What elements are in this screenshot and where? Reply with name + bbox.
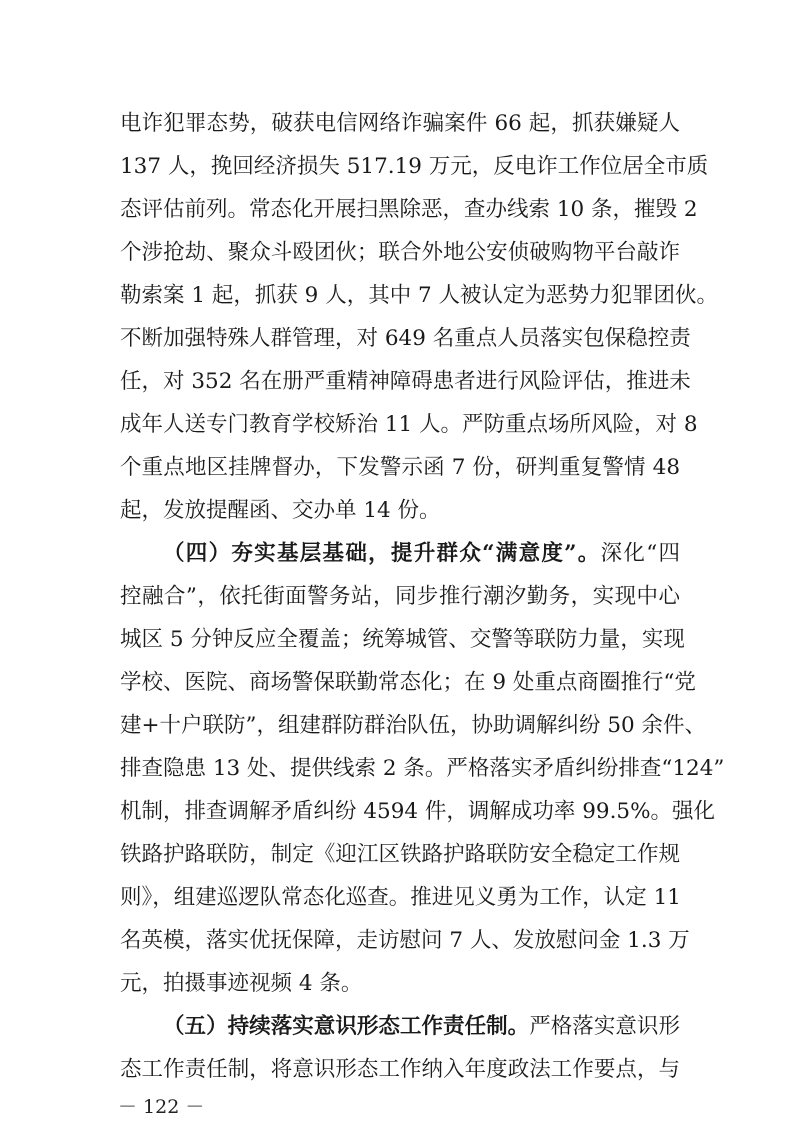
text-line: 起，发放提醒函、交办单 14 份。	[120, 498, 441, 523]
text-line: 学校、医院、商场警保联勤常态化；在 9 处重点商圈推行“党	[120, 670, 696, 695]
text-line: 个重点地区挂牌督办，下发警示函 7 份，研判重复警情 48	[120, 455, 680, 480]
text-line: 控融合”，依托街面警务站，同步推行潮汐勤务，实现中心	[120, 584, 680, 609]
text-fragment: 严格落实意识形	[529, 1014, 680, 1039]
text-line: 电诈犯罪态势，破获电信网络诈骗案件 66 起，抓获嫌疑人	[120, 111, 680, 136]
section-heading: （四）夯实基层基础，提升群众“满意度”。	[163, 541, 601, 566]
text-line: 勒索案 1 起，抓获 9 人，其中 7 人被认定为恶势力犯罪团伙。	[120, 283, 719, 308]
text-line: 排查隐患 13 处、提供线索 2 条。严格落实矛盾纠纷排查“124”	[120, 756, 725, 781]
text-line: 不断加强特殊人群管理，对 649 名重点人员落实包保稳控责	[120, 326, 691, 351]
text-line: 元，拍摄事迹视频 4 条。	[120, 971, 363, 996]
text-line: 名英模，落实优抚保障，走访慰问 7 人、发放慰问金 1.3 万	[120, 928, 690, 953]
text-line: 态工作责任制，将意识形态工作纳入年度政法工作要点，与	[120, 1057, 680, 1082]
text-line: 铁路护路联防，制定《迎江区铁路护路联防安全稳定工作规	[120, 842, 680, 867]
text-line: 个涉抢劫、聚众斗殴团伙；联合外地公安侦破购物平台敲诈	[120, 240, 680, 265]
section-heading-line	[163, 1012, 680, 1042]
text-line: 137 人，挽回经济损失 517.19 万元，反电诈工作位居全市质	[120, 154, 709, 179]
text-line: 建+十户联防”，组建群防群治队伍，协助调解纠纷 50 余件、	[120, 713, 707, 738]
section-heading-line	[163, 539, 680, 569]
text-line: 任，对 352 名在册严重精神障碍患者进行风险评估，推进未	[120, 369, 691, 394]
section-heading: （五）持续落实意识形态工作责任制。	[163, 1014, 530, 1039]
text-line: 机制，排查调解矛盾纠纷 4594 件，调解成功率 99.5%。强化	[120, 799, 716, 824]
text-fragment: 深化“四	[600, 541, 680, 566]
text-line: 城区 5 分钟反应全覆盖；统筹城管、交警等联防力量，实现	[120, 627, 685, 652]
text-line: 成年人送专门教育学校矫治 11 人。严防重点场所风险，对 8	[120, 412, 698, 437]
text-line: 态评估前列。常态化开展扫黑除恶，查办线索 10 条，摧毁 2	[120, 197, 698, 222]
text-line: 则》，组建巡逻队常态化巡查。推进见义勇为工作，认定 11	[120, 885, 681, 910]
page-number: － 122 －	[118, 1096, 205, 1118]
